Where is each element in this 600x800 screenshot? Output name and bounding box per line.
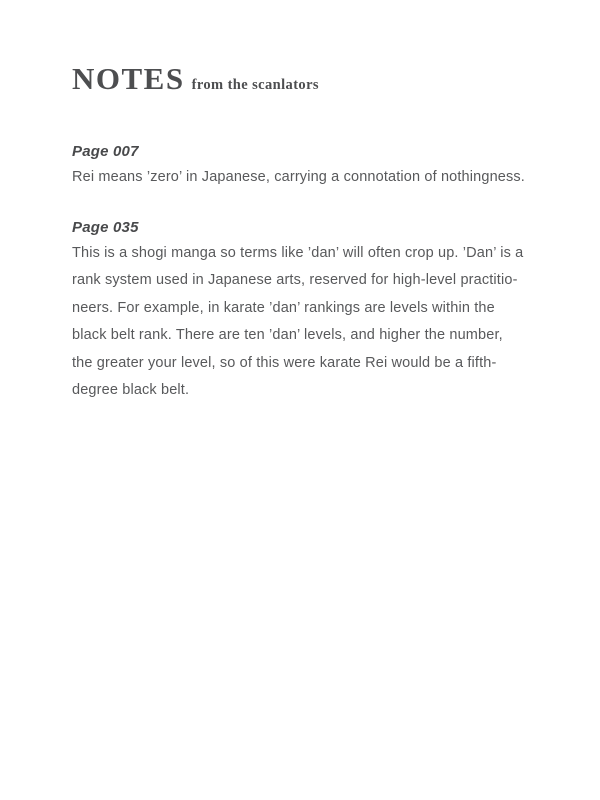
title-notes: NOTES [72,61,185,96]
note-heading: Page 035 [72,218,139,236]
note-text-line: Rei means ’zero’ in Japanese, carrying a connotation of nothingness. [72,169,525,185]
notes-list [72,141,538,405]
note-heading: Page 007 [72,143,139,160]
note-page-007 [72,141,538,192]
note-text-line: rank system used in Japanese arts, reserved for high-level practitio- [72,272,518,288]
note-text-line: the greater your level, so of this were karate Rei would be a fifth- [72,354,497,371]
page-content [0,61,600,405]
note-page-035 [72,217,538,405]
title-subtitle: from the scanlators [191,77,319,93]
note-text-line: neers. For example, in karate ’dan’ rankings are levels within the [72,299,495,316]
page-title [72,61,538,97]
note-text-line: This is a shogi manga so terms like ’dan’ will often crop up. ’Dan’ is a [72,244,524,261]
note-body [72,164,538,192]
note-body [72,240,538,405]
note-text-line: degree black belt. [72,382,190,398]
note-text-line: black belt rank. There are ten ’dan’ levels, and higher the number, [72,327,503,343]
